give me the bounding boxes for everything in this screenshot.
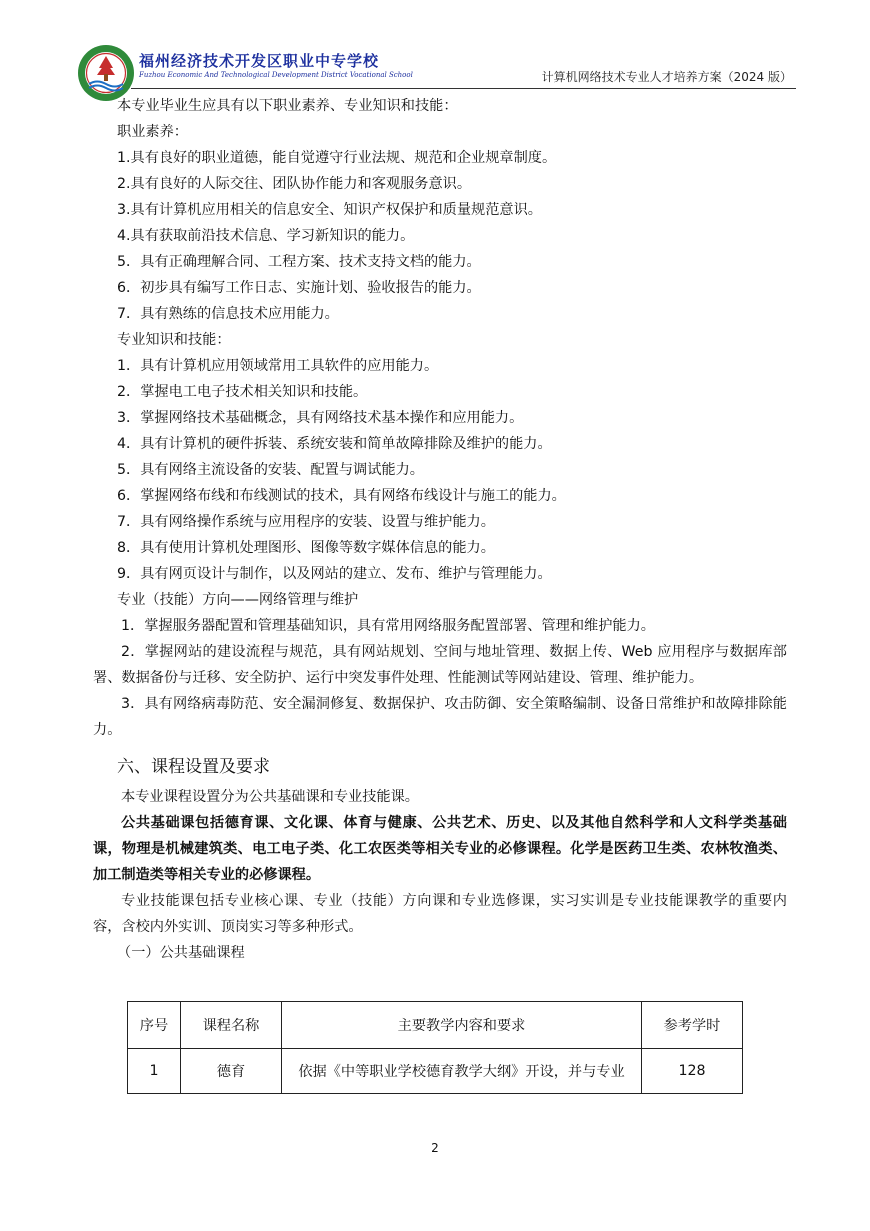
column-header: 课程名称	[181, 1002, 282, 1049]
paragraph: 本专业课程设置分为公共基础课和专业技能课。	[121, 789, 419, 805]
page-number: 2	[431, 1141, 439, 1155]
column-header: 序号	[128, 1002, 181, 1049]
header-divider	[131, 88, 796, 89]
list-item: 7．具有熟练的信息技术应用能力。	[117, 306, 339, 322]
table-cell: 德育	[181, 1049, 282, 1094]
list-item: 9．具有网页设计与制作，以及网站的建立、发布、维护与管理能力。	[117, 566, 552, 582]
school-name-en: Fuzhou Economic And Technological Development District Vocational School	[139, 71, 413, 79]
list-item: 1．掌握服务器配置和管理基础知识，具有常用网络服务配置部署、管理和维护能力。	[121, 618, 655, 634]
table-cell: 128	[642, 1049, 743, 1094]
quality-list	[93, 145, 787, 327]
school-name: 福州经济技术开发区职业中专学校	[139, 52, 380, 70]
paragraph: 公共基础课包括德育课、文化课、体育与健康、公共艺术、历史、以及其他自然科学和人文科学类基础课，物理是机械建筑类、电工电子类、化工农医类等相关专业的必修课程。化学是医药卫生类、农林牧渔类、加工制造类等相关专业的必修课程。	[93, 815, 787, 883]
quality-heading: 职业素养：	[117, 124, 188, 140]
list-item: 8．具有使用计算机处理图形、图像等数字媒体信息的能力。	[117, 540, 495, 556]
table-cell: 依据《中等职业学校德育教学大纲》开设，并与专业	[282, 1049, 642, 1094]
list-item: 1.具有良好的职业道德，能自觉遵守行业法规、规范和企业规章制度。	[117, 150, 557, 166]
table-row	[128, 1049, 743, 1094]
column-header: 主要教学内容和要求	[282, 1002, 642, 1049]
list-item: 2．掌握网站的建设流程与规范，具有网站规划、空间与地址管理、数据上传、Web 应用程序与数据库部署、数据备份与迁移、安全防护、运行中突发事件处理、性能测试等网站建设、管理、维护能力。	[93, 644, 787, 686]
list-item: 1．具有计算机应用领域常用工具软件的应用能力。	[117, 358, 439, 374]
direction-heading: 专业（技能）方向——网络管理与维护	[117, 592, 359, 608]
list-item: 6．掌握网络布线和布线测试的技术，具有网络布线设计与施工的能力。	[117, 488, 566, 504]
table-header-row	[128, 1002, 743, 1049]
list-item: 3．具有网络病毒防范、安全漏洞修复、数据保护、攻击防御、安全策略编制、设备日常维护和故障排除能力。	[93, 696, 787, 738]
skills-list	[93, 353, 787, 587]
section-title: 六、课程设置及要求	[117, 757, 270, 777]
skills-heading: 专业知识和技能：	[117, 332, 231, 348]
course-table	[127, 1001, 743, 1094]
intro-text: 本专业毕业生应具有以下职业素养、专业知识和技能：	[117, 98, 458, 114]
list-item: 5．具有正确理解合同、工程方案、技术支持文档的能力。	[117, 254, 481, 270]
list-item: 2.具有良好的人际交往、团队协作能力和客观服务意识。	[117, 176, 472, 192]
list-item: 4．具有计算机的硬件拆装、系统安装和简单故障排除及维护的能力。	[117, 436, 552, 452]
column-header: 参考学时	[642, 1002, 743, 1049]
list-item: 7．具有网络操作系统与应用程序的安装、设置与维护能力。	[117, 514, 495, 530]
list-item: 3.具有计算机应用相关的信息安全、知识产权保护和质量规范意识。	[117, 202, 542, 218]
list-item: 6．初步具有编写工作日志、实施计划、验收报告的能力。	[117, 280, 481, 296]
page-header	[0, 0, 870, 96]
page-body	[93, 93, 787, 966]
document-title: 计算机网络技术专业人才培养方案（2024 版）	[541, 70, 792, 84]
list-item: 2．掌握电工电子技术相关知识和技能。	[117, 384, 368, 400]
table-cell: 1	[128, 1049, 181, 1094]
paragraph: 专业技能课包括专业核心课、专业（技能）方向课和专业选修课，实习实训是专业技能课教学的重要内容，含校内外实训、顶岗实习等多种形式。	[93, 893, 787, 935]
list-item: 5．具有网络主流设备的安装、配置与调试能力。	[117, 462, 424, 478]
subsection-title: （一）公共基础课程	[117, 945, 245, 961]
list-item: 4.具有获取前沿技术信息、学习新知识的能力。	[117, 228, 415, 244]
direction-list	[93, 613, 787, 743]
list-item: 3．掌握网络技术基础概念，具有网络技术基本操作和应用能力。	[117, 410, 524, 426]
